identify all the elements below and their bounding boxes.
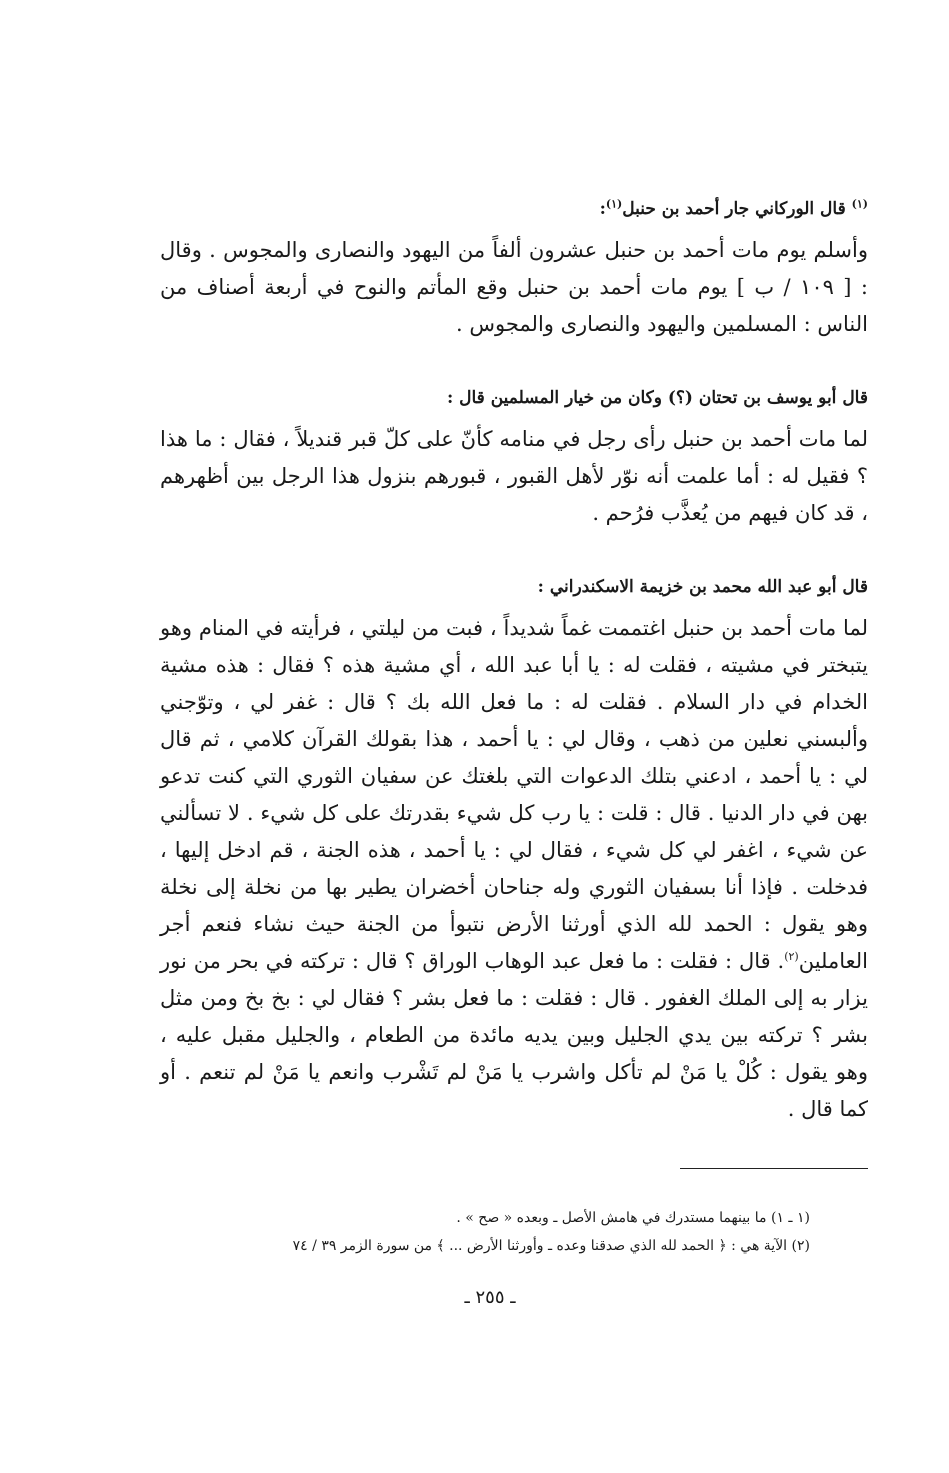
section-1	[160, 196, 868, 343]
footnote-1: (١ ـ ١) ما بينهما مستدرك في هامش الأصل ـ وبعده « صح » .	[456, 1210, 810, 1226]
section-1-heading-text: قال الوركاني جار أحمد بن حنبل	[622, 199, 846, 219]
footnote-2: (٢) الآية هي : ﴿ الحمد لله الذي صدقنا وعده ـ وأورثنا الأرض ... ﴾ من سورة الزمر ٣٩ / ٧٤	[292, 1238, 810, 1254]
footnote-marker: (٢)	[784, 950, 799, 963]
footnote-marker: (١)	[605, 197, 623, 211]
section-3-body-part-2: . قال : فقلت : ما فعل عبد الوهاب الوراق ؟ قال : تركته في بحر من نور يزار به إلى الملك الغفور . قال : فقلت : ما فعل بشر ؟ فقال لي : بخ بخ ومن مثل بشر ؟ تركته بين يدي الجليل وبين يديه مائدة من الطعام ، والجليل مقبل عليه ، وهو يقول : كُلْ يا مَنْ لم تأكل واشرب يا مَنْ لم تَشْرب وانعم يا مَنْ لم تنعم . أو كما قال .	[160, 949, 868, 1121]
page-number: ـ ٢٥٥ ـ	[464, 1287, 516, 1308]
section-3-body-part-1: لما مات أحمد بن حنبل اغتممت غماً شديداً ، فبت من ليلتي ، فرأيته في المنام وهو يتبختر في مشيته ، فقلت له : يا أبا عبد الله ، أي مشية هذه ؟ فقال : هذه مشية الخدام في دار السلام . فقلت له : ما فعل الله بك ؟ قال : غفر لي ، وتوّجني وألبسني نعلين من ذهب ، وقال لي : يا أحمد ، هذا بقولك القرآن كلامي ، ثم قال لي : يا أحمد ، ادعني بتلك الدعوات التي بلغتك عن سفيان الثوري التي كنت تدعو بهن في دار الدنيا . قال : قلت : يا رب كل شيء بقدرتك على كل شيء . لا تسألني عن شيء ، اغفر لي كل شيء ، فقال لي : يا أحمد ، هذه الجنة ، قم ادخل إليها ، فدخلت . فإذا أنا بسفيان الثوري وله جناحان أخضران يطير بها من نخلة إلى نخلة وهو يقول : الحمد لله الذي أورثنا الأرض نتبوأ من الجنة حيث نشاء فنعم أجر العاملين	[160, 616, 868, 973]
section-3-heading: قال أبو عبد الله محمد بن خزيمة الاسكندراني :	[537, 577, 868, 597]
section-1-heading	[160, 196, 868, 222]
section-3-body	[160, 610, 868, 1128]
heading-colon: :	[599, 199, 606, 219]
section-2	[160, 385, 868, 532]
section-2-body: لما مات أحمد بن حنبل رأى رجل في منامه كأنّ على كلّ قبر قنديلاً ، فقال : ما هذا ؟ فقيل له : أما علمت أنه نوّر لأهل القبور ، قبورهم بنزول هذا الرجل بين أظهرهم ، قد كان فيهم من يُعذَّب فرُحم .	[160, 427, 868, 525]
footnote-separator	[680, 1168, 868, 1169]
section-1-body: وأسلم يوم مات أحمد بن حنبل عشرون ألفاً من اليهود والنصارى والمجوس . وقال : [ ١٠٩ / ب ] يوم مات أحمد بن حنبل وقع المأتم والنوح في أربعة أصناف من الناس : المسلمين واليهود والنصارى والمجوس .	[160, 238, 868, 336]
section-2-heading: قال أبو يوسف بن تحتان (؟) وكان من خيار المسلمين قال :	[446, 388, 868, 408]
section-3	[160, 574, 868, 1128]
footnote-marker: (١)	[851, 197, 868, 211]
